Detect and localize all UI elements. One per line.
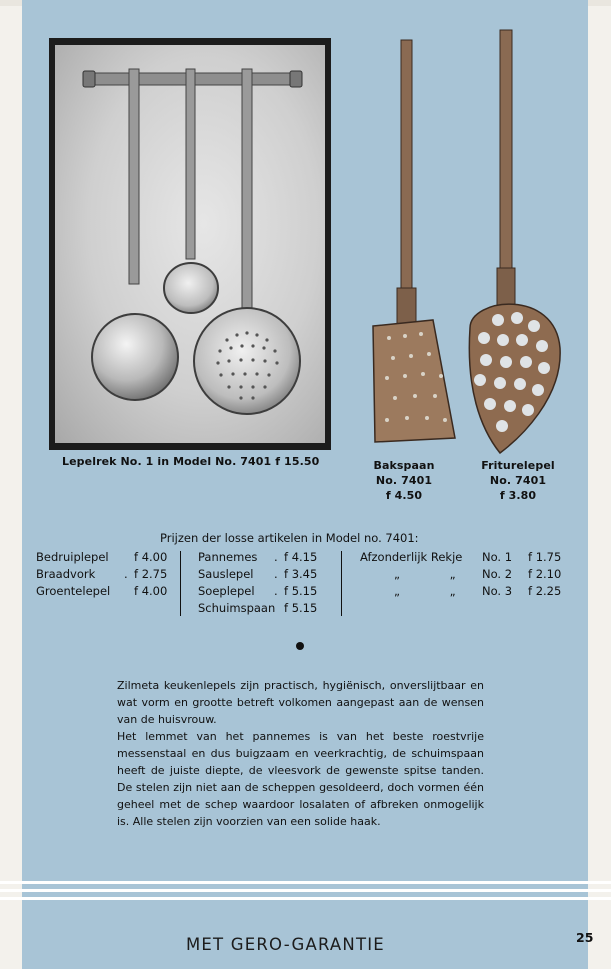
photo-caption: Lepelrek No. 1 in Model No. 7401 f 15.50 [62, 455, 320, 468]
rack-price: f 2.10 [528, 567, 562, 581]
bakspaan-price: f 4.50 [385, 489, 423, 502]
price-column-1 [36, 549, 166, 600]
item-price: f 4.00 [134, 584, 168, 598]
item-name: Soeplepel [198, 584, 255, 598]
item-price: f 4.15 [284, 550, 318, 564]
item-name: Bedruiplepel [36, 550, 109, 564]
rack-no: No. 2 [482, 567, 513, 581]
price-row [36, 583, 166, 600]
bullet-separator [296, 642, 304, 650]
item-sep: . [274, 584, 278, 598]
item-price: f 4.00 [134, 550, 168, 564]
prices-title: Prijzen der losse artikelen in Model no. 7401: [160, 531, 419, 545]
price-row [198, 583, 328, 600]
item-sep: . [274, 567, 278, 581]
item-name: Groentelepel [36, 584, 111, 598]
stripe [0, 897, 611, 900]
rack-no: No. 1 [482, 550, 513, 564]
footer-title: MET GERO-GARANTIE [186, 935, 385, 954]
friturelepel-image [460, 28, 565, 458]
ladle-rack-photo [55, 45, 325, 443]
bakspaan-caption [368, 458, 440, 503]
price-row [198, 549, 328, 566]
description-paragraph-2: Het lemmet van het pannemes is van het beste roestvrije messenstaal en dus buigzaam en veerkrachtig, de schuimspaan heeft de juiste diepte, de vleesvork de gewenste spitse tanden. De stelen zijn niet aan de scheppen gesoldeerd, doch vormen één geheel met de schep waardoor losalaten of afbreken onmogelijk is. Alle stelen zijn voorzien van een solide haak. [117, 730, 484, 828]
rack-label: Afzonderlijk Rekje [360, 550, 463, 564]
price-row [36, 549, 166, 566]
item-price: f 3.45 [284, 567, 318, 581]
rack-price-row [360, 583, 580, 600]
page-number: 25 [576, 930, 594, 945]
rack-price-row [360, 549, 580, 566]
item-name: Braadvork [36, 567, 96, 581]
price-column-2 [198, 549, 328, 617]
rack-label: „ „ [394, 584, 456, 598]
friturelepel-caption [478, 458, 558, 503]
item-sep: . [274, 550, 278, 564]
description-text [117, 677, 484, 830]
bakspaan-model: No. 7401 [375, 474, 433, 487]
item-sep: . [124, 567, 128, 581]
price-row [36, 566, 166, 583]
bakspaan-image [365, 38, 460, 448]
decorative-stripes [0, 878, 611, 908]
rack-no: No. 3 [482, 584, 513, 598]
item-name: Sauslepel [198, 567, 254, 581]
description-paragraph-1: Zilmeta keukenlepels zijn practisch, hygiënisch, onverslijtbaar en wat vorm en grootte betreft volkomen aangepast aan de wensen van de huisvrouw. [117, 679, 484, 726]
column-divider [180, 551, 181, 616]
friturelepel-model: No. 7401 [489, 474, 547, 487]
item-price: f 5.15 [284, 584, 318, 598]
item-name: Pannemes [198, 550, 258, 564]
item-price: f 2.75 [134, 567, 168, 581]
friturelepel-price: f 3.80 [499, 489, 537, 502]
column-divider [341, 551, 342, 616]
stripe [0, 881, 611, 884]
item-price: f 5.15 [284, 601, 318, 615]
item-name: Schuimspaan [198, 601, 276, 615]
rack-price: f 2.25 [528, 584, 562, 598]
rack-price: f 1.75 [528, 550, 562, 564]
rack-price-row [360, 566, 580, 583]
friturelepel-name: Friturelepel [481, 459, 555, 472]
price-column-3 [360, 549, 580, 600]
stripe [0, 889, 611, 892]
bakspaan-name: Bakspaan [373, 459, 435, 472]
price-row [198, 566, 328, 583]
price-row [198, 600, 328, 617]
rack-label: „ „ [394, 567, 456, 581]
